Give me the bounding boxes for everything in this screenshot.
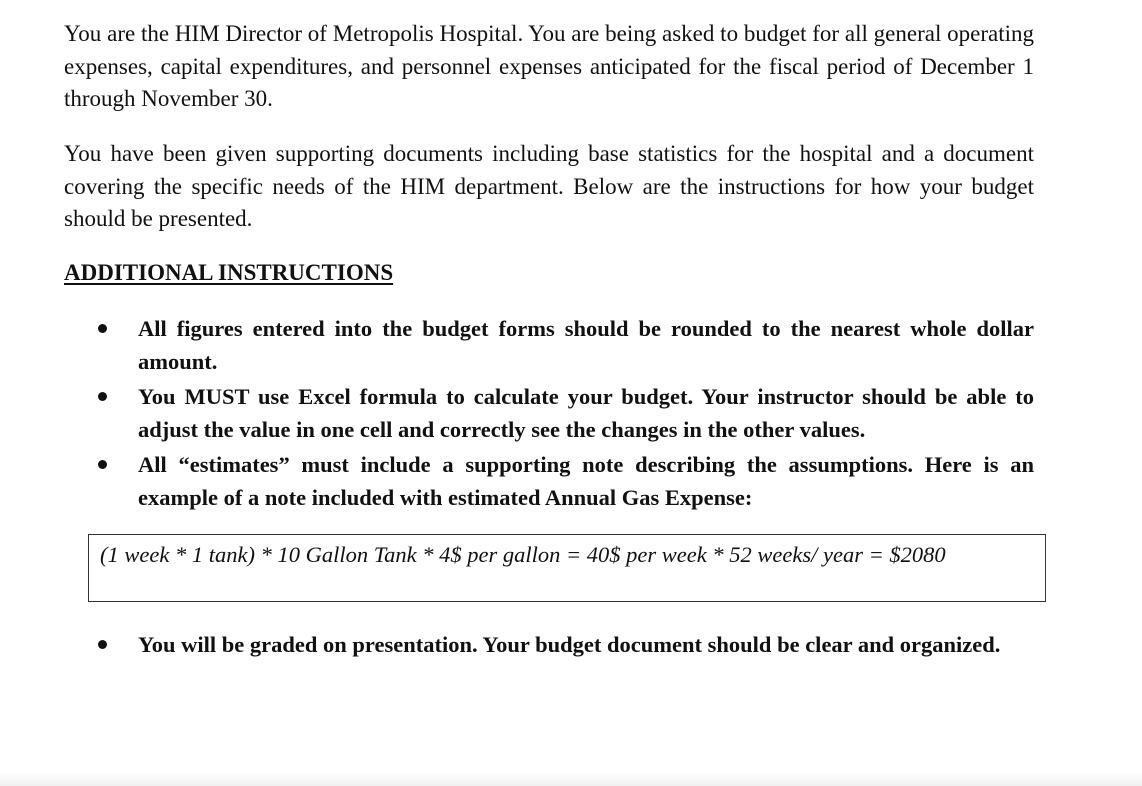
list-item-excel-formula bbox=[0, 380, 1034, 446]
list-item-text: All “estimates” must include a supporting note describing the assumptions. Here is an example of a note included with estimated Annual Gas Expense: bbox=[138, 452, 1034, 510]
list-item-presentation bbox=[0, 628, 1034, 661]
instructions-list bbox=[0, 312, 1034, 516]
list-item-text: All figures entered into the budget forms should be rounded to the nearest whole dollar amount. bbox=[138, 316, 1034, 374]
bullet-icon bbox=[98, 392, 107, 401]
example-note-box: (1 week * 1 tank) * 10 Gallon Tank * 4$ per gallon = 40$ per week * 52 weeks/ year = $2080 bbox=[88, 534, 1046, 602]
intro-paragraph: You are the HIM Director of Metropolis Hospital. You are being asked to budget for all general operating expenses, capital expenditures, and personnel expenses anticipated for the fiscal period of December 1 through November 30. bbox=[64, 21, 1034, 111]
list-item-text: You will be graded on presentation. Your budget document should be clear and organized. bbox=[138, 632, 1001, 657]
bullet-icon bbox=[98, 460, 107, 469]
bullet-icon bbox=[98, 324, 107, 333]
supporting-documents-paragraph: You have been given supporting documents including base statistics for the hospital and a document covering the specific needs of the HIM department. Below are the instructions for how your budget should be presented. bbox=[64, 141, 1034, 231]
list-item-estimates bbox=[0, 448, 1034, 514]
page-bottom-edge bbox=[0, 772, 1142, 786]
bullet-icon bbox=[98, 640, 107, 649]
additional-instructions-heading: ADDITIONAL INSTRUCTIONS bbox=[64, 260, 394, 285]
list-item-text: You MUST use Excel formula to calculate your budget. Your instructor should be able to adjust the value in one cell and correctly see the changes in the other values. bbox=[138, 384, 1034, 442]
list-item-rounding bbox=[0, 312, 1034, 378]
final-instructions-list bbox=[0, 628, 1034, 663]
